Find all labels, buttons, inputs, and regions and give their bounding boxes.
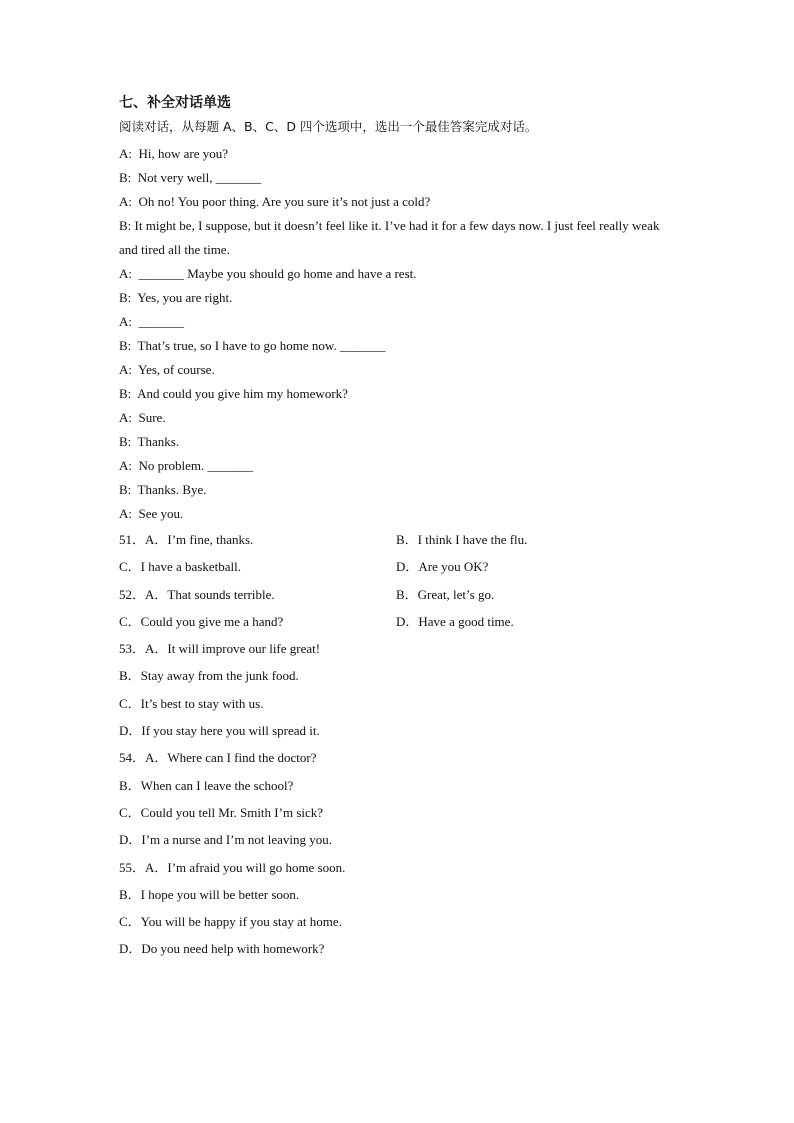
option-54-d: D．I’m a nurse and I’m not leaving you. — [119, 832, 333, 848]
option-52-a: 52．A．That sounds terrible. — [119, 586, 275, 602]
question-51-row-1 — [119, 526, 679, 553]
option-53-d: D．If you stay here you will spread it. — [119, 723, 320, 739]
dialogue-line: A: Sure. — [119, 410, 166, 425]
dialogue-line: B: Thanks. — [119, 434, 180, 449]
option-53-b: B．Stay away from the junk food. — [119, 668, 299, 684]
option-52-b: B．Great, let’s go. — [396, 586, 495, 602]
question-52-row-1 — [119, 581, 679, 608]
option-53-c: C．It’s best to stay with us. — [119, 695, 264, 711]
question-52-row-2 — [119, 608, 679, 635]
dialogue-line: B: Not very well, _______ — [119, 170, 262, 185]
option-51-d: D．Are you OK? — [396, 559, 489, 575]
option-52-c: C．Could you give me a hand? — [119, 613, 284, 629]
dialogue-line: A: _______ — [119, 314, 184, 329]
dialogue-line: A: See you. — [119, 506, 184, 521]
option-55-c: C．You will be happy if you stay at home. — [119, 914, 342, 930]
dialogue-line: A: Oh no! You poor thing. Are you sure it’s not just a cold? — [119, 194, 431, 209]
option-55-d: D．Do you need help with homework? — [119, 941, 325, 957]
option-51-c: C．I have a basketball. — [119, 559, 242, 575]
dialogue-line: B: It might be, I suppose, but it doesn’t feel like it. I’ve had it for a few days now. I just feel really weak and tired all the time. — [119, 218, 660, 257]
dialogue-line: B: And could you give him my homework? — [119, 386, 348, 401]
option-55-a: 55．A．I’m afraid you will go home soon. — [119, 859, 346, 875]
option-54-c: C．Could you tell Mr. Smith I’m sick? — [119, 804, 324, 820]
option-55-b: B．I hope you will be better soon. — [119, 886, 300, 902]
dialogue — [119, 142, 679, 526]
document-page — [119, 92, 679, 963]
option-52-d: D．Have a good time. — [396, 613, 514, 629]
dialogue-line: B: That’s true, so I have to go home now. _______ — [119, 338, 386, 353]
dialogue-line: B: Thanks. Bye. — [119, 482, 207, 497]
dialogue-line: B: Yes, you are right. — [119, 290, 233, 305]
option-51-a: 51．A．I’m fine, thanks. — [119, 532, 254, 547]
option-54-b: B．When can I leave the school? — [119, 777, 294, 793]
dialogue-line: A: Yes, of course. — [119, 362, 215, 377]
dialogue-line: A: Hi, how are you? — [119, 146, 229, 161]
option-51-b: B．I think I have the flu. — [396, 532, 528, 547]
option-53-a: 53．A．It will improve our life great! — [119, 641, 321, 657]
instruction-text: 阅读对话，从每题 A、B、C、D 四个选项中，选出一个最佳答案完成对话。 — [119, 119, 538, 134]
questions — [119, 526, 679, 963]
question-51-row-2 — [119, 553, 679, 580]
dialogue-line: A: _______ Maybe you should go home and have a rest. — [119, 266, 417, 281]
option-54-a: 54．A．Where can I find the doctor? — [119, 750, 317, 766]
dialogue-line: A: No problem. _______ — [119, 458, 253, 473]
section-title: 七、补全对话单选 — [119, 95, 231, 111]
